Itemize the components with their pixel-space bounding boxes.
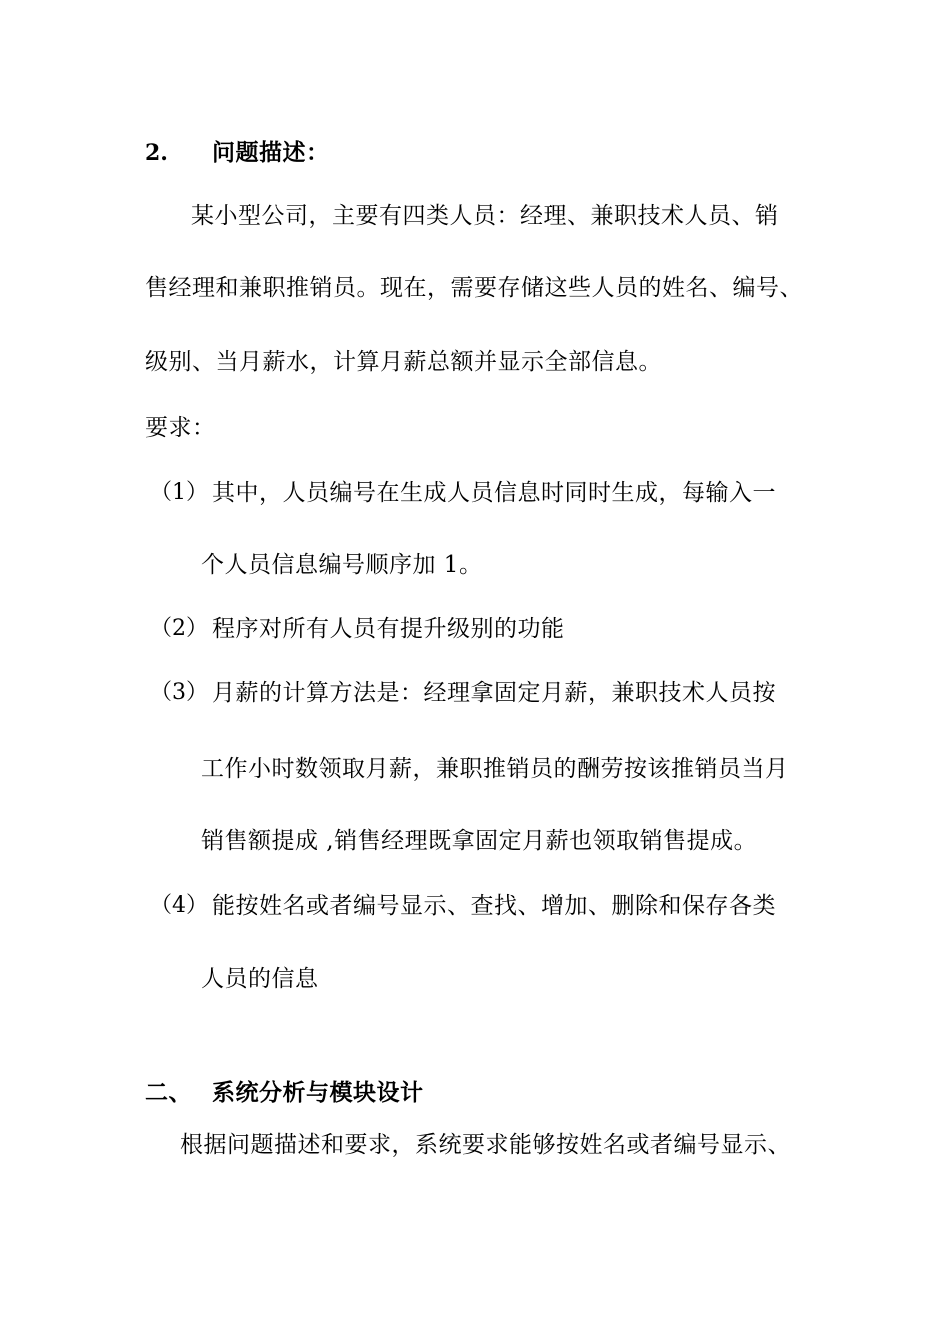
paragraph-line: 级别、当月薪水，计算月薪总额并显示全部信息。 (145, 349, 662, 375)
list-item-text: 能按姓名或者编号显示、查找、增加、删除和保存各类 (212, 893, 776, 919)
list-item-label: （1） (150, 480, 208, 505)
paragraph-line: 根据问题描述和要求，系统要求能够按姓名或者编号显示、 (180, 1132, 791, 1158)
paragraph-line: 某小型公司，主要有四类人员：经理、兼职技术人员、销 (191, 203, 779, 229)
paragraph-line: 售经理和兼职推销员。现在，需要存储这些人员的姓名、编号、 (145, 275, 803, 301)
list-item-text: 工作小时数领取月薪，兼职推销员的酬劳按该推销员当月 (201, 756, 789, 782)
list-item-text: 个人员信息编号顺序加 1。 (201, 552, 483, 578)
section-number: 二、 (145, 1079, 192, 1106)
list-item-label: （3） (150, 680, 208, 705)
section-number: 2. (145, 140, 168, 166)
list-item-text: 程序对所有人员有提升级别的功能 (212, 616, 565, 642)
list-item-text: 其中，人员编号在生成人员信息时同时生成，每输入一 (212, 480, 776, 506)
section-title: 系统分析与模块设计 (212, 1079, 424, 1106)
requirements-heading: 要求： (145, 415, 216, 441)
list-item-label: （4） (150, 893, 208, 918)
list-item-text: 月薪的计算方法是：经理拿固定月薪，兼职技术人员按 (212, 680, 776, 706)
list-item-label: （2） (150, 616, 208, 641)
section-title: 问题描述： (212, 139, 330, 166)
list-item-text: 销售额提成 ,销售经理既拿固定月薪也领取销售提成。 (201, 828, 758, 854)
list-item-text: 人员的信息 (201, 966, 319, 992)
